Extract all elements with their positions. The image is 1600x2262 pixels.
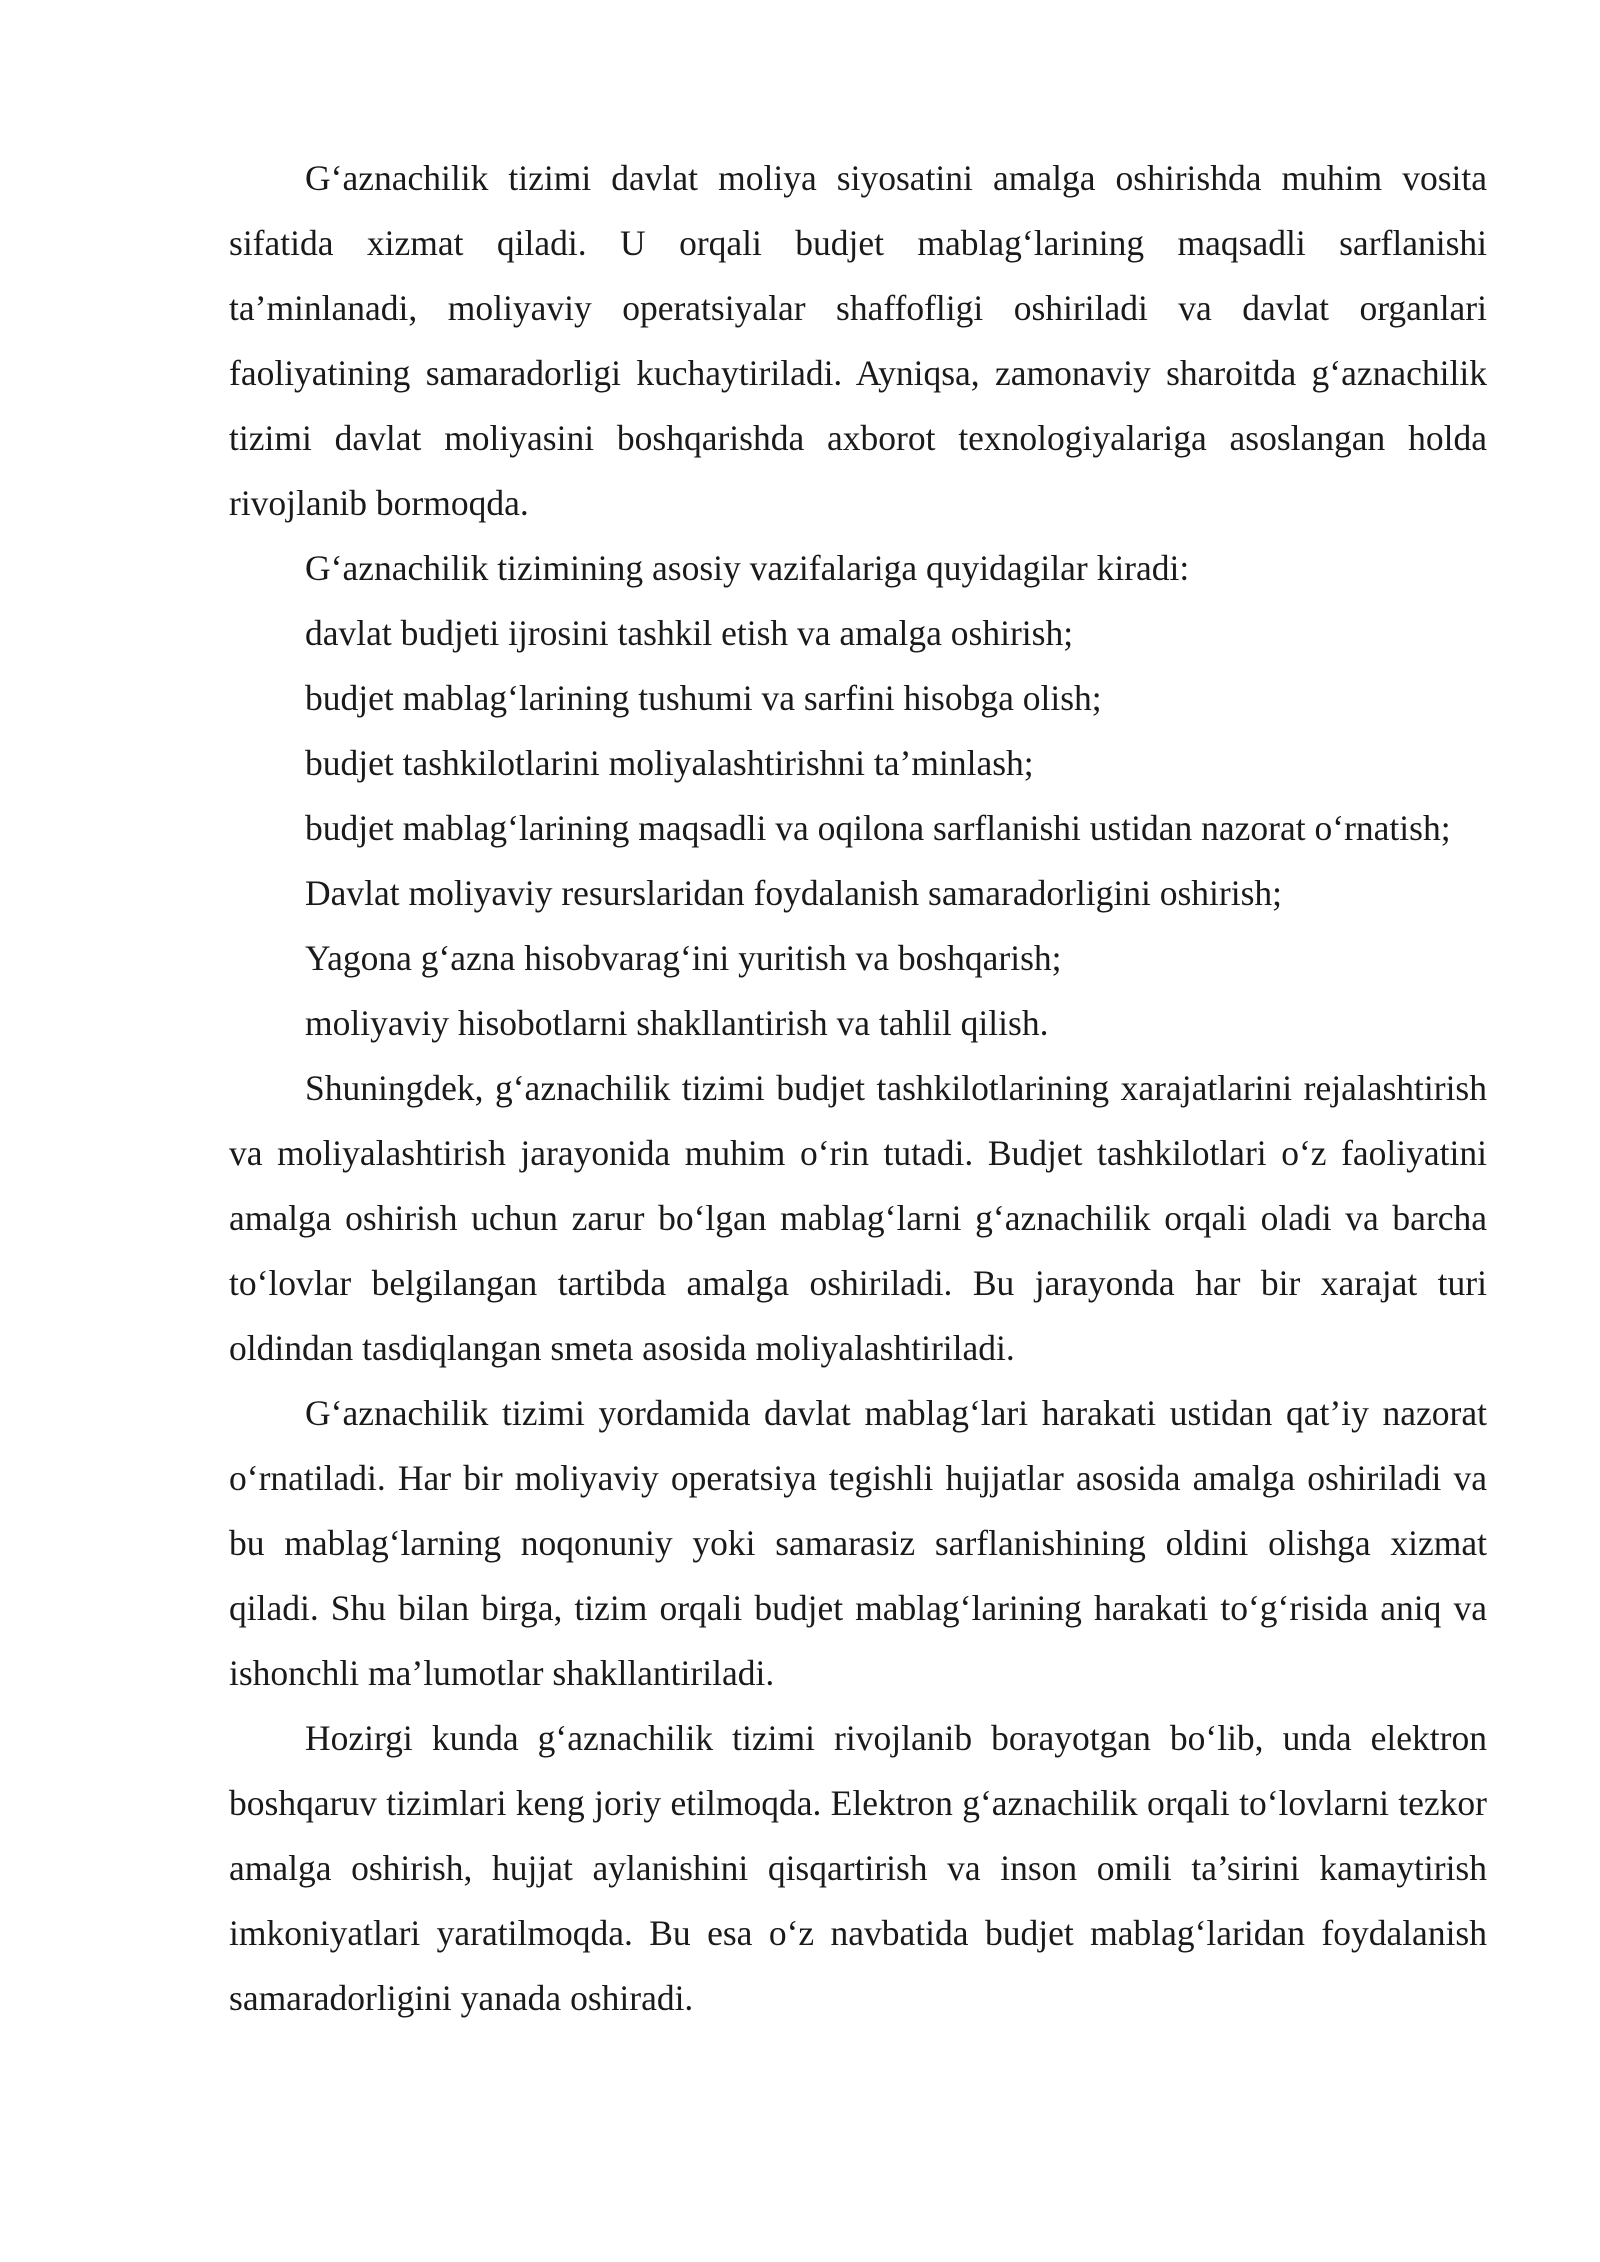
list-item-control: budjet mablag‘larining maqsadli va oqilona sarflanishi ustidan nazorat o‘rnatish; [305,808,1451,848]
list-item-reporting: moliyaviy hisobotlarni shakllantirish va tahlil qilish. [305,1003,1049,1043]
paragraph-tasks-heading: G‘aznachilik tizimining asosiy vazifalariga quyidagilar kiradi: [305,548,1190,588]
paragraph-intro: G‘aznachilik tizimi davlat moliya siyosatini amalga oshirishda muhim vosita sifatida xizmat qiladi. U orqali budjet mablag‘larining maqsadli sarflanishi ta’minlanadi, moliyaviy operatsiyalar shaffofligi oshiriladi va davlat organlari faoliyatining samaradorligi kuchaytiriladi. Ayniqsa, zamonaviy sharoitda g‘aznachilik tizimi davlat moliyasini boshqarishda axborot texnologiyalariga asoslangan holda rivojlanib bormoqda. [229,158,1487,523]
document-body [229,146,1487,2031]
paragraph-electronic: Hozirgi kunda g‘aznachilik tizimi rivojlanib borayotgan bo‘lib, unda elektron boshqaruv tizimlari keng joriy etilmoqda. Elektron g‘aznachilik orqali to‘lovlarni tezkor amalga oshirish, hujjat aylanishini qisqartirish va inson omili ta’sirini kamaytirish imkoniyatlari yaratilmoqda. Bu esa o‘z navbatida budjet mablag‘laridan foydalanish samaradorligini yanada oshiradi. [229,1718,1487,2018]
list-item-budget-execution: davlat budjeti ijrosini tashkil etish va amalga oshirish; [305,613,1074,653]
list-item-single-account: Yagona g‘azna hisobvarag‘ini yuritish va boshqarish; [305,938,1062,978]
list-item-efficiency: Davlat moliyaviy resurslaridan foydalanish samaradorligini oshirish; [305,873,1283,913]
paragraph-control: G‘aznachilik tizimi yordamida davlat mablag‘lari harakati ustidan qat’iy nazorat o‘rnatiladi. Har bir moliyaviy operatsiya tegishli hujjatlar asosida amalga oshiriladi va bu mablag‘larning noqonuniy yoki samarasiz sarflanishining oldini olishga xizmat qiladi. Shu bilan birga, tizim orqali budjet mablag‘larining harakati to‘g‘risida aniq va ishonchli ma’lumotlar shakllantiriladi. [229,1393,1487,1693]
paragraph-expenses: Shuningdek, g‘aznachilik tizimi budjet tashkilotlarining xarajatlarini rejalashtirish va moliyalashtirish jarayonida muhim o‘rin tutadi. Budjet tashkilotlari o‘z faoliyatini amalga oshirish uchun zarur bo‘lgan mablag‘larni g‘aznachilik orqali oladi va barcha to‘lovlar belgilangan tartibda amalga oshiriladi. Bu jarayonda har bir xarajat turi oldindan tasdiqlangan smeta asosida moliyalashtiriladi. [229,1068,1487,1368]
list-item-accounting: budjet mablag‘larining tushumi va sarfini hisobga olish; [305,678,1102,718]
list-item-financing: budjet tashkilotlarini moliyalashtirishni ta’minlash; [305,743,1034,783]
